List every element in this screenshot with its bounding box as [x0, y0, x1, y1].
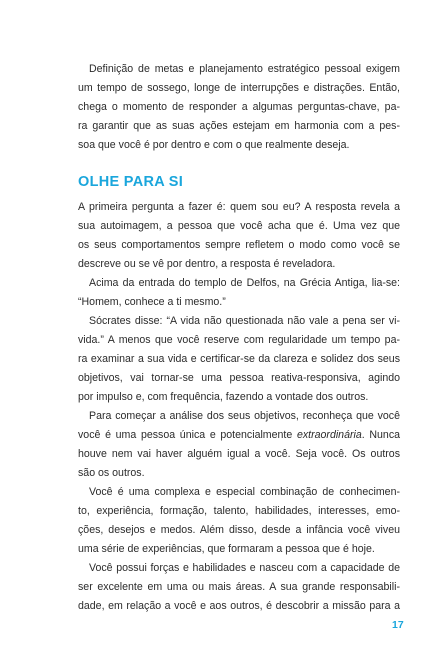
body-line-2: sua autoimagem, a pessoa que você acha que é. Uma vez que — [78, 220, 400, 232]
page-number: 17 — [392, 619, 404, 631]
body-line-17: to, experiência, formação, talento, habilidades, interesses, emo- — [78, 505, 400, 517]
body-line-14: houve nem vai haver alguém igual a você. Seja você. Os outros — [78, 448, 400, 460]
intro-line-4: ra garantir que as suas ações estejam em harmonia com a pes- — [78, 120, 400, 132]
body-line-12: Para começar a análise dos seus objetivos, reconheça que você — [89, 410, 400, 422]
body-line-19: uma série de experiências, que formaram a pessoa que é hoje. — [78, 543, 375, 555]
intro-line-1: Definição de metas e planejamento estratégico pessoal exigem — [89, 63, 400, 75]
body-line-3: os seus comportamentos sempre refletem o modo como você se — [78, 239, 400, 251]
body-line-10: objetivos, vai tornar-se uma pessoa reativa-responsiva, agindo — [78, 372, 400, 384]
body-line-1: A primeira pergunta a fazer é: quem sou eu? A resposta revela a — [78, 201, 400, 213]
body-line-20: Você possui forças e habilidades e nasceu com a capacidade de — [89, 562, 400, 574]
section-title: OLHE PARA SI — [78, 174, 184, 190]
body-line-6: “Homem, conhece a ti mesmo.” — [78, 296, 226, 308]
body-line-9: ra examinar a sua vida e certificar-se da clareza e solidez dos seus — [78, 353, 400, 365]
body-line-18: ções, desejos e medos. Além disso, desde a infância você viveu — [78, 524, 400, 536]
body-line-11: por impulso e, com frequência, fazendo a vontade dos outros. — [78, 391, 369, 403]
body-line-8: vida.” A menos que você reserve com regularidade um tempo pa- — [78, 334, 400, 346]
body-line-13 — [78, 429, 400, 441]
body-line-5: Acima da entrada do templo de Delfos, na Grécia Antiga, lia-se: — [89, 277, 400, 289]
body-line-21: ser excelente em uma ou mais áreas. A sua grande responsabili- — [78, 581, 400, 593]
body-line-7: Sócrates disse: “A vida não questionada não vale a pena ser vi- — [89, 315, 400, 327]
body-line-15: são os outros. — [78, 467, 145, 479]
intro-line-2: um tempo de sossego, longe de interrupções e distrações. Então, — [78, 82, 400, 94]
body-line-16: Você é uma complexa e especial combinação de conhecimen- — [89, 486, 400, 498]
body-line-13-start: você é uma pessoa única e potencialmente — [78, 429, 293, 441]
intro-line-5: soa que você é por dentro e com o que realmente deseja. — [78, 139, 350, 151]
body-line-4: descreve ou se vê por dentro, a resposta é reveladora. — [78, 258, 336, 270]
intro-line-3: chega o momento de responder a algumas perguntas-chave, pa- — [78, 101, 400, 113]
body-line-22: dade, em relação a você e aos outros, é descobrir a missão para a — [78, 600, 400, 612]
body-line-13-end: . Nunca — [361, 429, 401, 441]
emphasis-word: extraordinária — [296, 429, 362, 441]
